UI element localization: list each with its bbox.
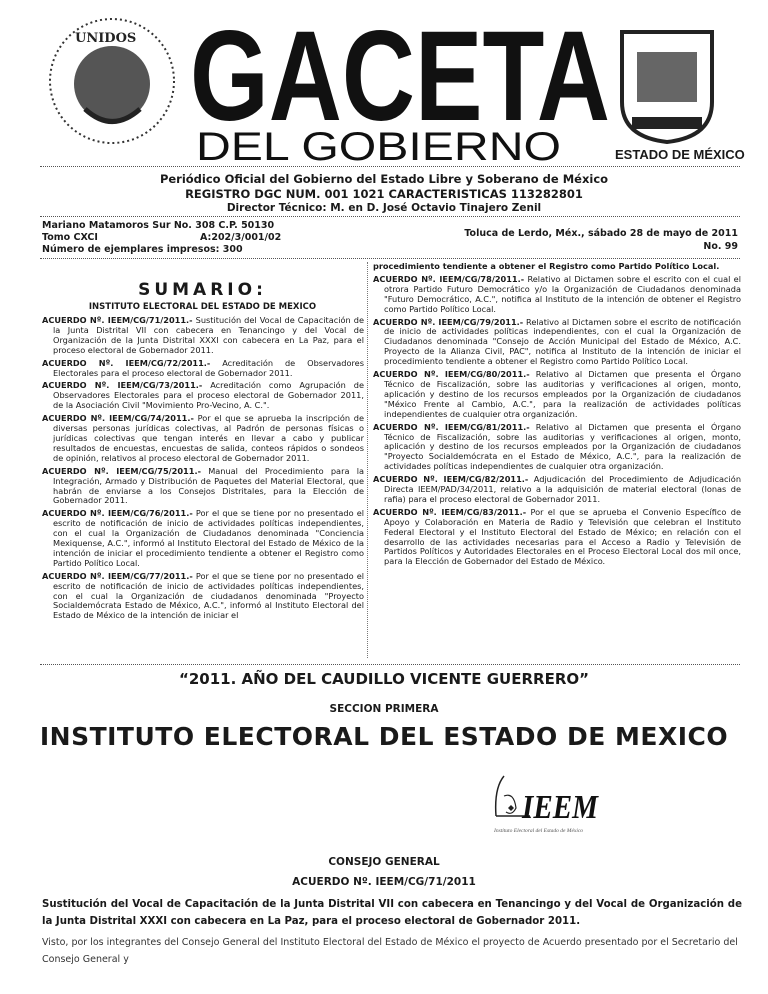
entry-code: ACUERDO Nº. IEEM/CG/80/2011.-	[373, 369, 530, 380]
ieem-logo-text: IEEM	[521, 789, 600, 826]
sumario-title: SUMARIO:	[138, 280, 267, 300]
entry-text: Por el que se tiene por no presentado el escrito de notificación de inicio de actividades políticas independientes, con el cual la Organización de Ciudadanos denominada "Conciencia Mexiquense, A.C.", informó al Instituto Electoral del Estado de México de la intención de iniciar el procedimiento tendiente a obtener el Registro como Partido Político Local.	[53, 508, 365, 568]
agreement-heading: ACUERDO Nº. IEEM/CG/71/2011	[292, 876, 476, 888]
agreement-title: Sustitución del Vocal de Capacitación de la Junta Distrital VII con cabecera en Tenancingo y del Vocal de Organización de la Junta Distrital XXXI con cabecera en La Paz, para el proceso electoral de Gobernador 2011.	[42, 899, 742, 927]
column-divider	[367, 262, 368, 658]
entry-code: ACUERDO Nº. IEEM/CG/75/2011.-	[42, 465, 201, 476]
entry-text: Relativo al Dictamen que presenta el Órgano Técnico de Fiscalización, sobre las auditorias y verificaciones al origen, monto, aplicación y destino de los recursos empleados por la Organización de ciudadanos "Proyecto Socialdemócrata en el Estado de México, A.C.", para la realización de actividades políticas independientes de cualquier otra organización.	[384, 421, 741, 472]
registro-line: REGISTRO DGC NUM. 001 1021 CARACTERISTICAS 113282801	[185, 187, 583, 201]
entry-code: ACUERDO Nº. IEEM/CG/83/2011.-	[373, 506, 527, 517]
ieem-logo	[484, 768, 604, 846]
sumario-entry	[42, 359, 364, 379]
director-line: Director Técnico: M. en D. José Octavio Tinajero Zenil	[226, 202, 542, 214]
svg-text:UNIDOS: UNIDOS	[75, 31, 137, 46]
entry-text: Sustitución del Vocal de Capacitación de la Junta Distrital VII con cabecera en Tenancingo y del Vocal de Organización de la Junta Distrital XXXI con cabecera en La Paz, para el proceso electoral de Gobernador 2011.	[53, 315, 364, 355]
entry-code: ACUERDO Nº. IEEM/CG/78/2011.-	[373, 273, 525, 284]
entry-text: Por el que se aprueba el Convenio Específico de Apoyo y Colaboración en Materia de Radio y Televisión que celebran el Instituto Federal Electoral y el Instituto Electoral del Estado de México; en relación con el desarrollo de las actividades necesarias para el Acceso a Radio y Televisión de Partidos Políticos y Autoridades Electorales en el Proceso Electoral Local dos mil once, para la Elección de Gobernador del Estado de México.	[384, 506, 741, 567]
copies: Número de ejemplares impresos: 300	[42, 244, 243, 255]
council-heading: CONSEJO GENERAL	[328, 856, 440, 868]
sumario-institute: INSTITUTO ELECTORAL DEL ESTADO DE MEXICO	[88, 302, 317, 312]
entry-text: Acreditación como Agrupación de Observadores Electorales para el proceso electoral de Gobernador 2011, de la Asociación Civil "Movimiento Pro-Vecino, A. C.".	[53, 380, 364, 411]
entry-text: Relativo al Dictamen sobre el escrito de notificación de inicio de actividades políticas independientes, con el cual la Organización de Ciudadanos denominada "Consejo de Acción Municipal del Estado de México, A.C. Proyecto de la Alianza Civil, PAC", notifica al Instituto de la intención de iniciar el procedimiento tendiente a obtener el Registro como Partido Político Local.	[384, 316, 742, 367]
entry-code: ACUERDO Nº. IEEM/CG/82/2011.-	[373, 474, 529, 485]
entry-code: ACUERDO Nº. IEEM/CG/79/2011.-	[373, 316, 524, 327]
registry-code: A:202/3/001/02	[200, 232, 282, 243]
state-label: ESTADO DE MÉXICO	[615, 147, 745, 162]
sumario-right-column	[373, 262, 741, 570]
entry-code: ACUERDO Nº. IEEM/CG/81/2011.-	[373, 421, 530, 432]
entry-text: Por el que se aprueba la inscripción de diversas personas jurídicas colectivas, al Padrón de personas físicas o jurídicas colectivas que tengan interés en llevar a cabo y publicar resultados de encuestas, encuestas de salida, conteos rápidos o sondeos de opinión, relativos al proceso electoral de Gobernador 2011.	[53, 413, 364, 463]
entry-code: ACUERDO Nº. IEEM/CG/77/2011.-	[42, 570, 193, 581]
sumario-entry	[42, 381, 364, 411]
sumario-entry	[373, 318, 741, 368]
issue-number: No. 99	[703, 241, 738, 252]
sumario-entry	[42, 509, 364, 568]
entry-text: Adjudicación del Procedimiento de Adjudicación Directa IEEM/PAD/34/2011, relativo a la adquisición de material electoral (lonas de rafia) para el proceso electoral de Gobernador 2011.	[384, 474, 742, 504]
sumario-entry	[373, 275, 741, 315]
place-date: Toluca de Lerdo, Méx., sábado 28 de mayo de 2011	[464, 228, 738, 239]
tomo: Tomo CXCI	[42, 232, 98, 243]
sumario-entry	[42, 572, 364, 622]
entry-text: Manual del Procedimiento para la Integración, Armado y Distribución de Paquetes del Material Electoral, que habrán de enviarse a los Consejos Distritales, para la Elección de Gobernador 2011.	[53, 465, 364, 506]
entry-text: Por el que se tiene por no presentado el escrito de notificación de inicio de actividades políticas independientes, con el cual la Organización de ciudadanos denominada "Proyecto Socialdemócrata Estado de México, A.C.", informó al Instituto Electoral del Estado de México de la intención de iniciar el	[53, 570, 365, 621]
entry-text: Relativo al Dictamen sobre el escrito con el cual el otrora Partido Futuro Democrático y/o la Organización de Ciudadanos denominada "Futuro Democrático, A.C.", notifica al Instituto de la intención de obtener el Registro como Partido Político Local.	[384, 273, 741, 314]
estado-de-mexico-seal	[612, 22, 722, 144]
sumario-continuation: procedimiento tendiente a obtener el Registro como Partido Político Local.	[373, 261, 720, 271]
entry-text: Acreditación de Observadores Electorales para el proceso electoral de Gobernador 2011.	[53, 357, 364, 378]
motto: “2011. AÑO DEL CAUDILLO VICENTE GUERRERO”	[178, 670, 589, 688]
sumario-left-column	[42, 316, 364, 624]
sumario-entry	[373, 423, 741, 473]
entry-code: ACUERDO Nº. IEEM/CG/76/2011.-	[42, 508, 193, 519]
sumario-entry	[373, 508, 741, 567]
ieem-logo-caption: Instituto Electoral del Estado de México	[494, 828, 584, 834]
address: Mariano Matamoros Sur No. 308 C.P. 50130	[42, 220, 275, 231]
entry-code: ACUERDO Nº. IEEM/CG/74/2011.-	[42, 413, 194, 424]
mexico-national-seal	[45, 14, 180, 149]
sumario-entry	[42, 414, 364, 464]
masthead-title: GACETA	[190, 8, 610, 148]
section-title: INSTITUTO ELECTORAL DEL ESTADO DE MEXICO	[39, 722, 729, 751]
masthead-subtitle: DEL GOBIERNO	[196, 125, 561, 168]
agreement-paragraph: Visto, por los integrantes del Consejo General del Instituto Electoral del Estado de México el proyecto de Acuerdo presentado por el Secretario del Consejo General y	[42, 937, 738, 965]
sumario-entry	[373, 475, 741, 505]
sumario-entry	[373, 370, 741, 420]
entry-code: ACUERDO Nº. IEEM/CG/72/2011.-	[42, 357, 211, 368]
entry-text: Relativo al Dictamen que presenta el Órgano Técnico de Fiscalización, sobre las auditorias y verificaciones al origen, monto, aplicación y destino de los recursos empleados por la Organización de ciudadanos "México Frente al Cambio, A.C.", para la realización de actividades políticas independientes de cualquier otra organización.	[384, 369, 741, 419]
section-label: SECCION PRIMERA	[329, 703, 439, 715]
sumario-entry	[42, 467, 364, 507]
entry-code: ACUERDO Nº. IEEM/CG/73/2011.-	[42, 380, 203, 391]
masthead-logotype	[188, 8, 618, 168]
entry-code: ACUERDO Nº. IEEM/CG/71/2011.-	[42, 315, 193, 325]
periodico-line: Periódico Oficial del Gobierno del Estado Libre y Soberano de México	[159, 172, 609, 186]
sumario-entry	[42, 316, 364, 356]
